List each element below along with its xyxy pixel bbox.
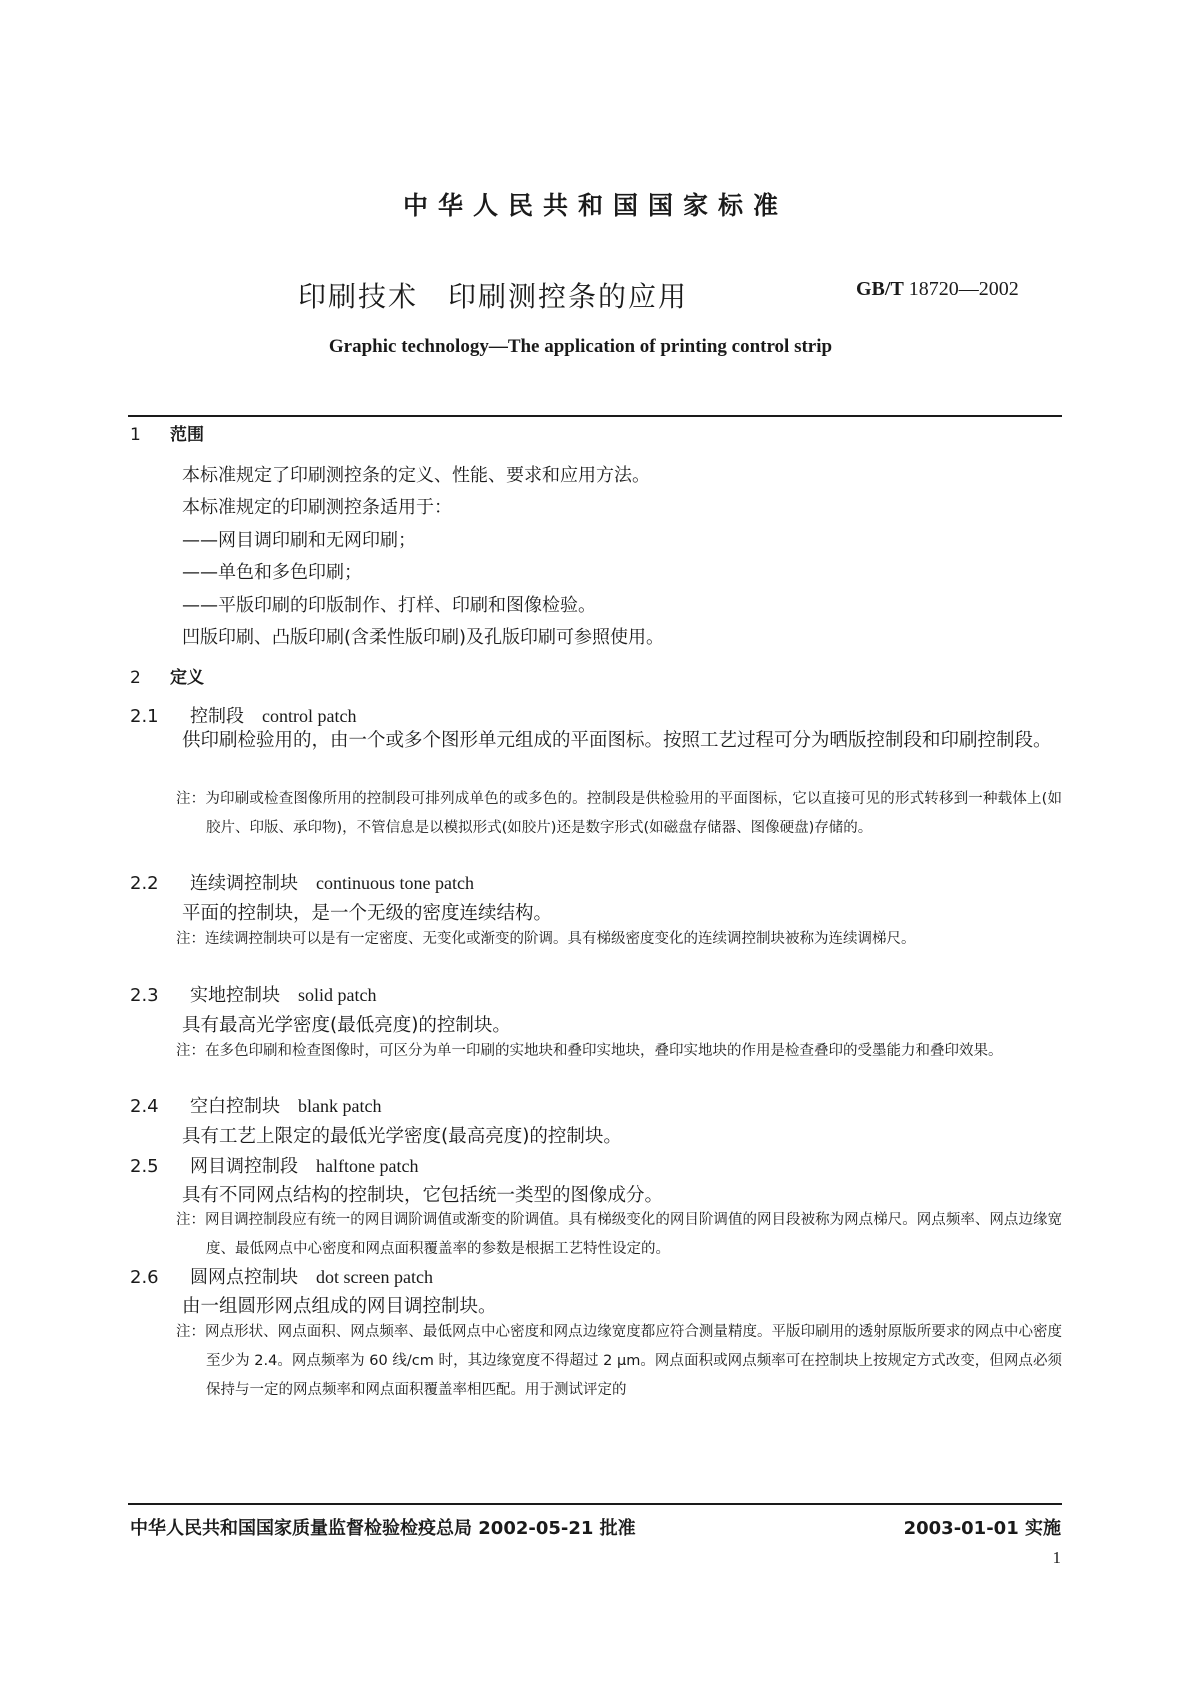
term-en: dot screen patch [316,1267,433,1287]
standard-code: 18720—2002 [908,278,1019,300]
section-heading-definitions [130,663,204,688]
list-item: ——网目调印刷和无网印刷； [182,530,416,551]
term-en: halftone patch [316,1156,419,1176]
page-number: 1 [1052,1548,1061,1567]
term-definition: 具有工艺上限定的最低光学密度(最高亮度)的控制块。 [182,1126,622,1147]
term-2-4 [130,1092,381,1118]
document-title [298,275,688,315]
section-number: 2 [130,668,141,688]
paragraph: 凹版印刷、凸版印刷(含柔性版印刷)及孔版印刷可参照使用。 [182,627,665,648]
term-2-3 [130,981,377,1007]
header-rule [128,415,1062,417]
term-definition: 具有最高光学密度(最低亮度)的控制块。 [182,1015,511,1036]
title-part-1: 印刷技术 [298,280,419,313]
term-zh: 连续调控制块 [190,873,298,894]
footer-rule [128,1503,1062,1505]
standard-prefix: GB/T [856,278,904,300]
section-title: 定义 [170,668,204,688]
term-number: 2.5 [130,1156,159,1177]
term-note: 注：连续调控制块可以是有一定密度、无变化或渐变的阶调。具有梯级密度变化的连续调控制块被称为连续调梯尺。 [176,931,916,947]
term-2-6 [130,1263,433,1289]
section-heading-scope [130,420,204,445]
term-number: 2.3 [130,985,159,1006]
list-item: ——单色和多色印刷； [182,562,362,583]
term-definition: 具有不同网点结构的控制块，它包括统一类型的图像成分。 [182,1185,664,1206]
national-standard-title: 中华人民共和国国家标准 [402,191,788,220]
term-en: blank patch [298,1096,382,1116]
term-zh: 实地控制块 [190,985,280,1006]
term-zh: 网目调控制段 [190,1156,298,1177]
term-zh: 空白控制块 [190,1096,280,1117]
term-note: 注：在多色印刷和检查图像时，可区分为单一印刷的实地块和叠印实地块，叠印实地块的作用是检查叠印的受墨能力和叠印效果。 [176,1043,1003,1059]
term-en: continuous tone patch [316,873,474,893]
term-number: 2.6 [130,1267,159,1288]
term-definition: 由一组圆形网点组成的网目调控制块。 [182,1296,497,1317]
term-note: 注：网点形状、网点面积、网点频率、最低网点中心密度和网点边缘宽度都应符合测量精度。平版印刷用的透射原版所要求的网点中心密度至少为 2.4。网点频率为 60 线/cm 时，其边缘宽度不得超过 2 μm。网点面积或网点频率可在控制块上按规定方式改变，但网点必须保持与一定的网点频率和网点面积覆盖率相匹配。用于测试评定的 [176,1324,1062,1398]
effective-date: 2003-01-01 实施 [903,1518,1061,1539]
term-number: 2.4 [130,1096,159,1117]
standard-number [856,278,1019,301]
term-en: solid patch [298,985,377,1005]
term-definition: 平面的控制块，是一个无级的密度连续结构。 [182,903,553,924]
term-number: 2.1 [130,706,159,727]
term-note: 注：网目调控制段应有统一的网目调阶调值或渐变的阶调值。具有梯级变化的网目阶调值的网目段被称为网点梯尺。网点频率、网点边缘宽度、最低网点中心密度和网点面积覆盖率的参数是根据工艺特性设定的。 [176,1212,1062,1257]
term-definition: 供印刷检验用的，由一个或多个图形单元组成的平面图标。按照工艺过程可分为晒版控制段和印刷控制段。 [182,730,1052,751]
term-zh: 控制段 [190,706,244,727]
term-number: 2.2 [130,873,159,894]
paragraph: 本标准规定了印刷测控条的定义、性能、要求和应用方法。 [182,465,650,486]
term-zh: 圆网点控制块 [190,1267,298,1288]
title-part-2: 印刷测控条的应用 [448,280,689,313]
paragraph: 本标准规定的印刷测控条适用于： [182,497,452,518]
section-number: 1 [130,425,141,445]
term-en: control patch [262,706,357,726]
list-item: ——平版印刷的印版制作、打样、印刷和图像检验。 [182,595,596,616]
term-2-5 [130,1152,418,1178]
english-title: Graphic technology—The application of printing control strip [328,336,833,357]
term-note: 注：为印刷或检查图像所用的控制段可排列成单色的或多色的。控制段是供检验用的平面图标，它以直接可见的形式转移到一种载体上(如胶片、印版、承印物)，不管信息是以模拟形式(如胶片)还是数字形式(如磁盘存储器、图像硬盘)存储的。 [176,791,1062,836]
term-2-2 [130,869,474,895]
approval-info: 中华人民共和国国家质量监督检验检疫总局 2002-05-21 批准 [130,1518,636,1539]
section-title: 范围 [170,425,204,445]
